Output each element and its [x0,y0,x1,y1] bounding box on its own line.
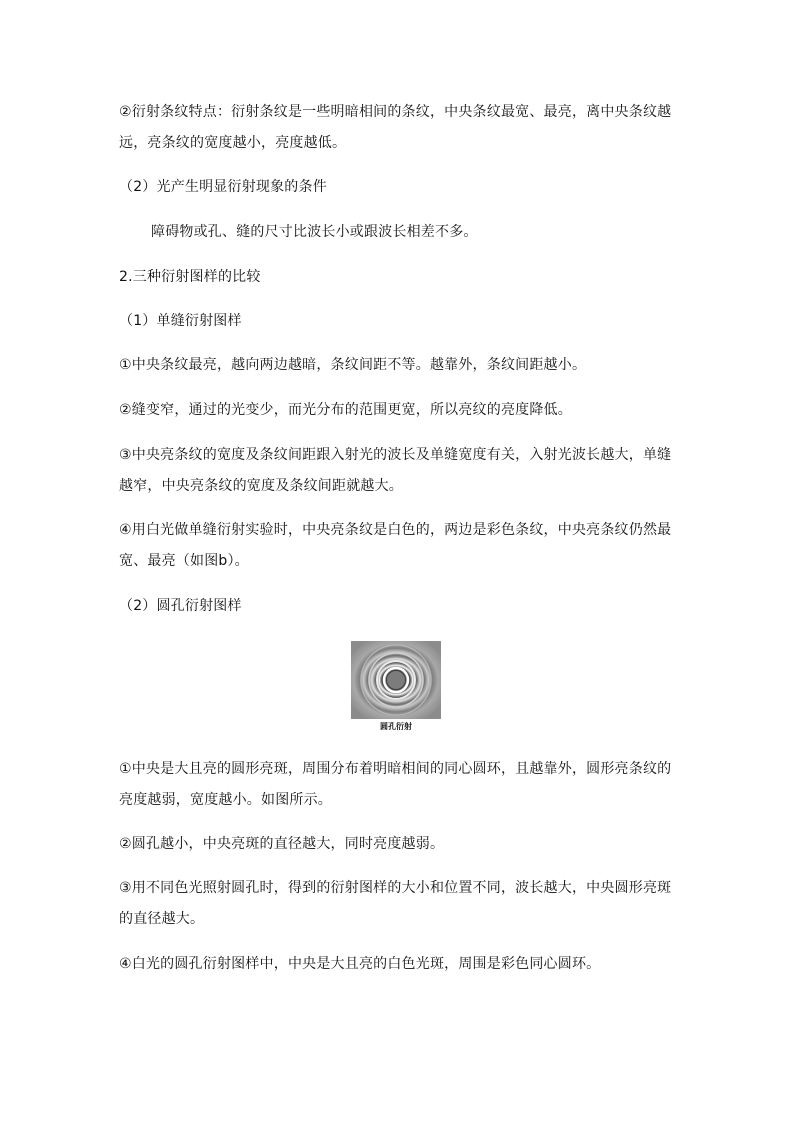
paragraph-single-slit-1: ①中央条纹最亮，越向两边越暗，条纹间距不等。越靠外，条纹间距越小。 [119,357,587,373]
paragraph-diffraction-features: ②衍射条纹特点：衍射条纹是一些明暗相间的条纹，中央条纹最宽、最亮，离中央条纹越远，亮条纹的宽度越小，亮度越低。 [119,104,672,151]
heading-circular-hole: （2）圆孔衍射图样 [119,598,242,614]
heading-three-patterns-comparison: 2.三种衍射图样的比较 [119,269,261,285]
heading-single-slit: （1）单缝衍射图样 [119,313,242,329]
paragraph-circular-4: ④白光的圆孔衍射图样中，中央是大且亮的白色光斑，周围是彩色同心圆环。 [119,956,601,972]
paragraph-circular-3: ③用不同色光照射圆孔时，得到的衍射图样的大小和位置不同，波长越大，中央圆形亮斑的直径越大。 [119,880,672,927]
circular-diffraction-image [351,641,441,719]
paragraph-single-slit-4: ④用白光做单缝衍射实验时，中央亮条纹是白色的，两边是彩色条纹，中央亮条纹仍然最宽、最亮（如图b）。 [119,522,672,569]
paragraph-circular-2: ②圆孔越小，中央亮斑的直径越大，同时亮度越弱。 [119,836,445,852]
paragraph-circular-1: ①中央是大且亮的圆形亮斑，周围分布着明暗相间的同心圆环，且越靠外，圆形亮条纹的亮度越弱，宽度越小。如图所示。 [119,761,672,808]
paragraph-conditions: 障碍物或孔、缝的尺寸比波长小或跟波长相差不多。 [151,224,478,240]
paragraph-single-slit-2: ②缝变窄，通过的光变少，而光分布的范围更宽，所以亮纹的亮度降低。 [119,402,572,418]
figure-caption: 圆孔衍射 [380,722,412,731]
paragraph-single-slit-3: ③中央亮条纹的宽度及条纹间距跟入射光的波长及单缝宽度有关，入射光波长越大，单缝越窄，中央亮条纹的宽度及条纹间距就越大。 [119,447,672,494]
heading-obvious-diffraction-conditions: （2）光产生明显衍射现象的条件 [119,179,327,195]
